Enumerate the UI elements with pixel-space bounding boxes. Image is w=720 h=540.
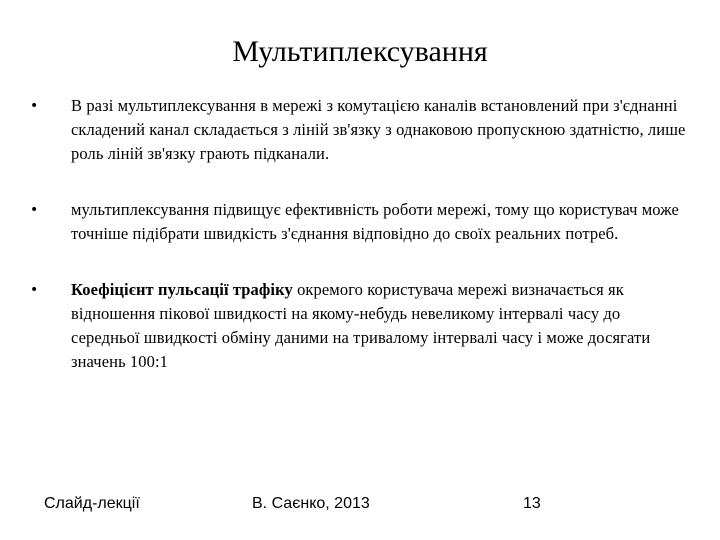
footer-author: В. Саєнко, 2013: [252, 495, 370, 512]
bullet-text: В разі мультиплексування в мережі з комутацією каналів встановлений при з'єднанні складений канал складається з ліній зв'язку з однаковою пропускною здатністю, лише роль ліній зв'язку грають підканали.: [71, 96, 686, 163]
bullet-dot-icon: •: [30, 98, 39, 114]
bullet-item: [30, 198, 690, 246]
footer-course-label: Слайд-лекції: [44, 495, 140, 512]
bullet-list: [30, 94, 690, 406]
footer-page-number: 13: [523, 495, 541, 512]
bullet-dot-icon: •: [30, 282, 39, 298]
bullet-item: [30, 94, 690, 166]
bullet-text: мультиплексування підвищує ефективність роботи мережі, тому що користувач може точніше підібрати швидкість з'єднання відповідно до своїх реальних потреб.: [71, 200, 679, 243]
bullet-text: окремого користувача мережі визначається як відношення пікової швидкості на якому-небудь невеликому інтервалі часу до середньої швидкості обміну даними на тривалому інтервалі часу і може досягати значень 100:1: [71, 280, 651, 371]
slide-title: Мультиплексування: [232, 35, 488, 68]
bullet-item: [30, 278, 690, 374]
bullet-dot-icon: •: [30, 202, 39, 218]
bold-term: Коефіцієнт пульсації трафіку: [71, 280, 293, 299]
